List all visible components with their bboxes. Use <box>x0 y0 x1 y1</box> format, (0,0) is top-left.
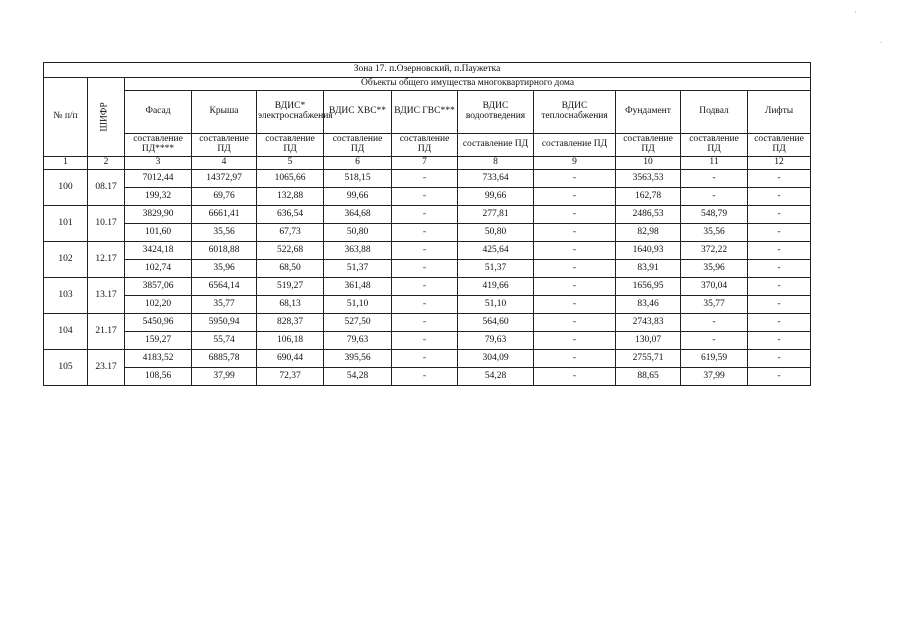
cell-value: 619,59 <box>681 350 748 368</box>
col-number: 9 <box>534 157 616 170</box>
group-header: Объекты общего имущества многоквартирного дома <box>125 78 811 91</box>
col-header-fasad: Фасад <box>125 91 192 134</box>
row-shifr: 23.17 <box>88 350 125 386</box>
row-shifr: 13.17 <box>88 278 125 314</box>
cell-value: - <box>748 278 811 296</box>
col-number: 6 <box>324 157 392 170</box>
cell-value: 54,28 <box>324 368 392 386</box>
sub-header-row <box>44 134 811 157</box>
cell-value: 35,56 <box>192 224 257 242</box>
cell-value: - <box>748 332 811 350</box>
cell-value: 372,22 <box>681 242 748 260</box>
table-title: Зона 17. п.Озерновский, п.Паужетка <box>44 63 811 78</box>
cell-value: 6885,78 <box>192 350 257 368</box>
table-row <box>44 368 811 386</box>
cell-value: - <box>534 188 616 206</box>
cell-value: 83,91 <box>616 260 681 278</box>
scan-speck: ' <box>855 10 857 19</box>
cell-value: 828,37 <box>257 314 324 332</box>
col-header-vdis-teplo: ВДИС теплоснабжения <box>534 91 616 134</box>
col-header-lifty: Лифты <box>748 91 811 134</box>
cell-value: 6564,14 <box>192 278 257 296</box>
cell-value: 35,77 <box>192 296 257 314</box>
cell-value: - <box>748 206 811 224</box>
row-number: 100 <box>44 170 88 206</box>
cell-value: 102,20 <box>125 296 192 314</box>
row-number: 104 <box>44 314 88 350</box>
cell-value: 564,60 <box>458 314 534 332</box>
col-number: 5 <box>257 157 324 170</box>
cell-value: 733,64 <box>458 170 534 188</box>
cell-value: - <box>534 296 616 314</box>
cell-value: - <box>392 188 458 206</box>
cell-value: 361,48 <box>324 278 392 296</box>
cell-value: 79,63 <box>324 332 392 350</box>
col-header-npp: № п/п <box>44 78 88 157</box>
cell-value: 51,10 <box>324 296 392 314</box>
cell-value: 199,32 <box>125 188 192 206</box>
cell-value: - <box>392 170 458 188</box>
col-number: 12 <box>748 157 811 170</box>
col-number: 2 <box>88 157 125 170</box>
cell-value: 159,27 <box>125 332 192 350</box>
table-row <box>44 188 811 206</box>
table-row <box>44 242 811 260</box>
cell-value: 102,74 <box>125 260 192 278</box>
cell-value: 35,96 <box>681 260 748 278</box>
col-number: 10 <box>616 157 681 170</box>
cell-value: 72,37 <box>257 368 324 386</box>
sub-header-vdis-vodo: составление ПД <box>458 134 534 157</box>
cell-value: 51,37 <box>324 260 392 278</box>
cell-value: 277,81 <box>458 206 534 224</box>
cell-value: 6661,41 <box>192 206 257 224</box>
cell-value: 51,37 <box>458 260 534 278</box>
cell-value: - <box>392 224 458 242</box>
cell-value: - <box>534 350 616 368</box>
col-number: 7 <box>392 157 458 170</box>
cell-value: 419,66 <box>458 278 534 296</box>
cell-value: - <box>392 242 458 260</box>
table-row <box>44 350 811 368</box>
table-row <box>44 224 811 242</box>
cell-value: 1065,66 <box>257 170 324 188</box>
cell-value: 395,56 <box>324 350 392 368</box>
cell-value: - <box>392 314 458 332</box>
cell-value: - <box>534 368 616 386</box>
cell-value: - <box>392 368 458 386</box>
sub-header-fasad: составление ПД**** <box>125 134 192 157</box>
cell-value: 2486,53 <box>616 206 681 224</box>
cell-value: 690,44 <box>257 350 324 368</box>
sub-header-krysha: составление ПД <box>192 134 257 157</box>
cell-value: 54,28 <box>458 368 534 386</box>
cell-value: 5450,96 <box>125 314 192 332</box>
cell-value: - <box>534 224 616 242</box>
cell-value: - <box>534 314 616 332</box>
cell-value: 527,50 <box>324 314 392 332</box>
cell-value: 108,56 <box>125 368 192 386</box>
cell-value: - <box>534 206 616 224</box>
cell-value: 101,60 <box>125 224 192 242</box>
col-header-vdis-el: ВДИС* электроснабжения <box>257 91 324 134</box>
cell-value: 79,63 <box>458 332 534 350</box>
cell-value: 83,46 <box>616 296 681 314</box>
cell-value: 99,66 <box>458 188 534 206</box>
cell-value: 1640,93 <box>616 242 681 260</box>
cell-value: 364,68 <box>324 206 392 224</box>
cell-value: - <box>748 260 811 278</box>
table-row <box>44 296 811 314</box>
column-number-row <box>44 157 811 170</box>
cell-value: 50,80 <box>458 224 534 242</box>
cell-value: 51,10 <box>458 296 534 314</box>
table-row <box>44 206 811 224</box>
col-header-fundament: Фундамент <box>616 91 681 134</box>
cell-value: - <box>534 260 616 278</box>
cell-value: - <box>681 332 748 350</box>
cell-value: 522,68 <box>257 242 324 260</box>
row-shifr: 08.17 <box>88 170 125 206</box>
cell-value: 37,99 <box>681 368 748 386</box>
cell-value: 1656,95 <box>616 278 681 296</box>
col-header-vdis-gvs: ВДИС ГВС*** <box>392 91 458 134</box>
cell-value: - <box>748 296 811 314</box>
col-header-vdis-vodo: ВДИС водоотведения <box>458 91 534 134</box>
cell-value: 35,96 <box>192 260 257 278</box>
table-row <box>44 314 811 332</box>
table-row <box>44 332 811 350</box>
cell-value: 130,07 <box>616 332 681 350</box>
cell-value: 636,54 <box>257 206 324 224</box>
cell-value: - <box>392 206 458 224</box>
cell-value: - <box>748 350 811 368</box>
row-number: 102 <box>44 242 88 278</box>
cell-value: 4183,52 <box>125 350 192 368</box>
cell-value: 3857,06 <box>125 278 192 296</box>
col-header-podval: Подвал <box>681 91 748 134</box>
cell-value: 2755,71 <box>616 350 681 368</box>
table-row <box>44 278 811 296</box>
cell-value: - <box>748 188 811 206</box>
cell-value: 3829,90 <box>125 206 192 224</box>
cell-value: 519,27 <box>257 278 324 296</box>
cell-value: - <box>748 368 811 386</box>
cell-value: 363,88 <box>324 242 392 260</box>
cell-value: 6018,88 <box>192 242 257 260</box>
sub-header-podval: составление ПД <box>681 134 748 157</box>
cell-value: - <box>392 278 458 296</box>
sub-header-vdis-gvs: составление ПД <box>392 134 458 157</box>
sub-header-lifty: составление ПД <box>748 134 811 157</box>
cell-value: - <box>748 224 811 242</box>
cell-value: - <box>534 332 616 350</box>
row-shifr: 12.17 <box>88 242 125 278</box>
cell-value: 99,66 <box>324 188 392 206</box>
cell-value: 67,73 <box>257 224 324 242</box>
col-header-vdis-hvs: ВДИС ХВС** <box>324 91 392 134</box>
sub-header-vdis-teplo: составление ПД <box>534 134 616 157</box>
cell-value: - <box>748 314 811 332</box>
column-header-row <box>44 91 811 134</box>
cell-value: - <box>534 242 616 260</box>
col-number: 8 <box>458 157 534 170</box>
cell-value: 55,74 <box>192 332 257 350</box>
row-shifr: 21.17 <box>88 314 125 350</box>
table-row <box>44 170 811 188</box>
title-row <box>44 63 811 78</box>
sub-header-fundament: составление ПД <box>616 134 681 157</box>
cell-value: 69,76 <box>192 188 257 206</box>
cell-value: 162,78 <box>616 188 681 206</box>
cell-value: 7012,44 <box>125 170 192 188</box>
cell-value: 106,18 <box>257 332 324 350</box>
cell-value: 68,13 <box>257 296 324 314</box>
col-header-shifr <box>88 78 125 157</box>
scan-speck: . <box>880 36 882 45</box>
cell-value: 518,15 <box>324 170 392 188</box>
cell-value: - <box>748 170 811 188</box>
cell-value: 35,56 <box>681 224 748 242</box>
cell-value: 82,98 <box>616 224 681 242</box>
col-number: 1 <box>44 157 88 170</box>
cell-value: - <box>748 242 811 260</box>
cell-value: - <box>392 260 458 278</box>
sub-header-vdis-hvs: составление ПД <box>324 134 392 157</box>
cell-value: 5950,94 <box>192 314 257 332</box>
col-header-krysha: Крыша <box>192 91 257 134</box>
cell-value: 425,64 <box>458 242 534 260</box>
col-header-shifr-label: ШИФР <box>100 102 111 132</box>
cell-value: 37,99 <box>192 368 257 386</box>
row-shifr: 10.17 <box>88 206 125 242</box>
table-row <box>44 260 811 278</box>
cell-value: 3563,53 <box>616 170 681 188</box>
row-number: 105 <box>44 350 88 386</box>
row-number: 101 <box>44 206 88 242</box>
cell-value: 304,09 <box>458 350 534 368</box>
group-header-row <box>44 78 811 91</box>
property-objects-table <box>43 62 811 386</box>
cell-value: - <box>681 170 748 188</box>
cell-value: 50,80 <box>324 224 392 242</box>
col-number: 3 <box>125 157 192 170</box>
cell-value: 548,79 <box>681 206 748 224</box>
cell-value: - <box>534 170 616 188</box>
col-number: 4 <box>192 157 257 170</box>
cell-value: 3424,18 <box>125 242 192 260</box>
col-number: 11 <box>681 157 748 170</box>
cell-value: - <box>681 188 748 206</box>
cell-value: - <box>534 278 616 296</box>
cell-value: - <box>392 350 458 368</box>
cell-value: 88,65 <box>616 368 681 386</box>
cell-value: 2743,83 <box>616 314 681 332</box>
cell-value: 132,88 <box>257 188 324 206</box>
cell-value: - <box>392 332 458 350</box>
row-number: 103 <box>44 278 88 314</box>
cell-value: 68,50 <box>257 260 324 278</box>
cell-value: 14372,97 <box>192 170 257 188</box>
cell-value: 35,77 <box>681 296 748 314</box>
cell-value: - <box>392 296 458 314</box>
cell-value: 370,04 <box>681 278 748 296</box>
sub-header-vdis-el: составление ПД <box>257 134 324 157</box>
cell-value: - <box>681 314 748 332</box>
